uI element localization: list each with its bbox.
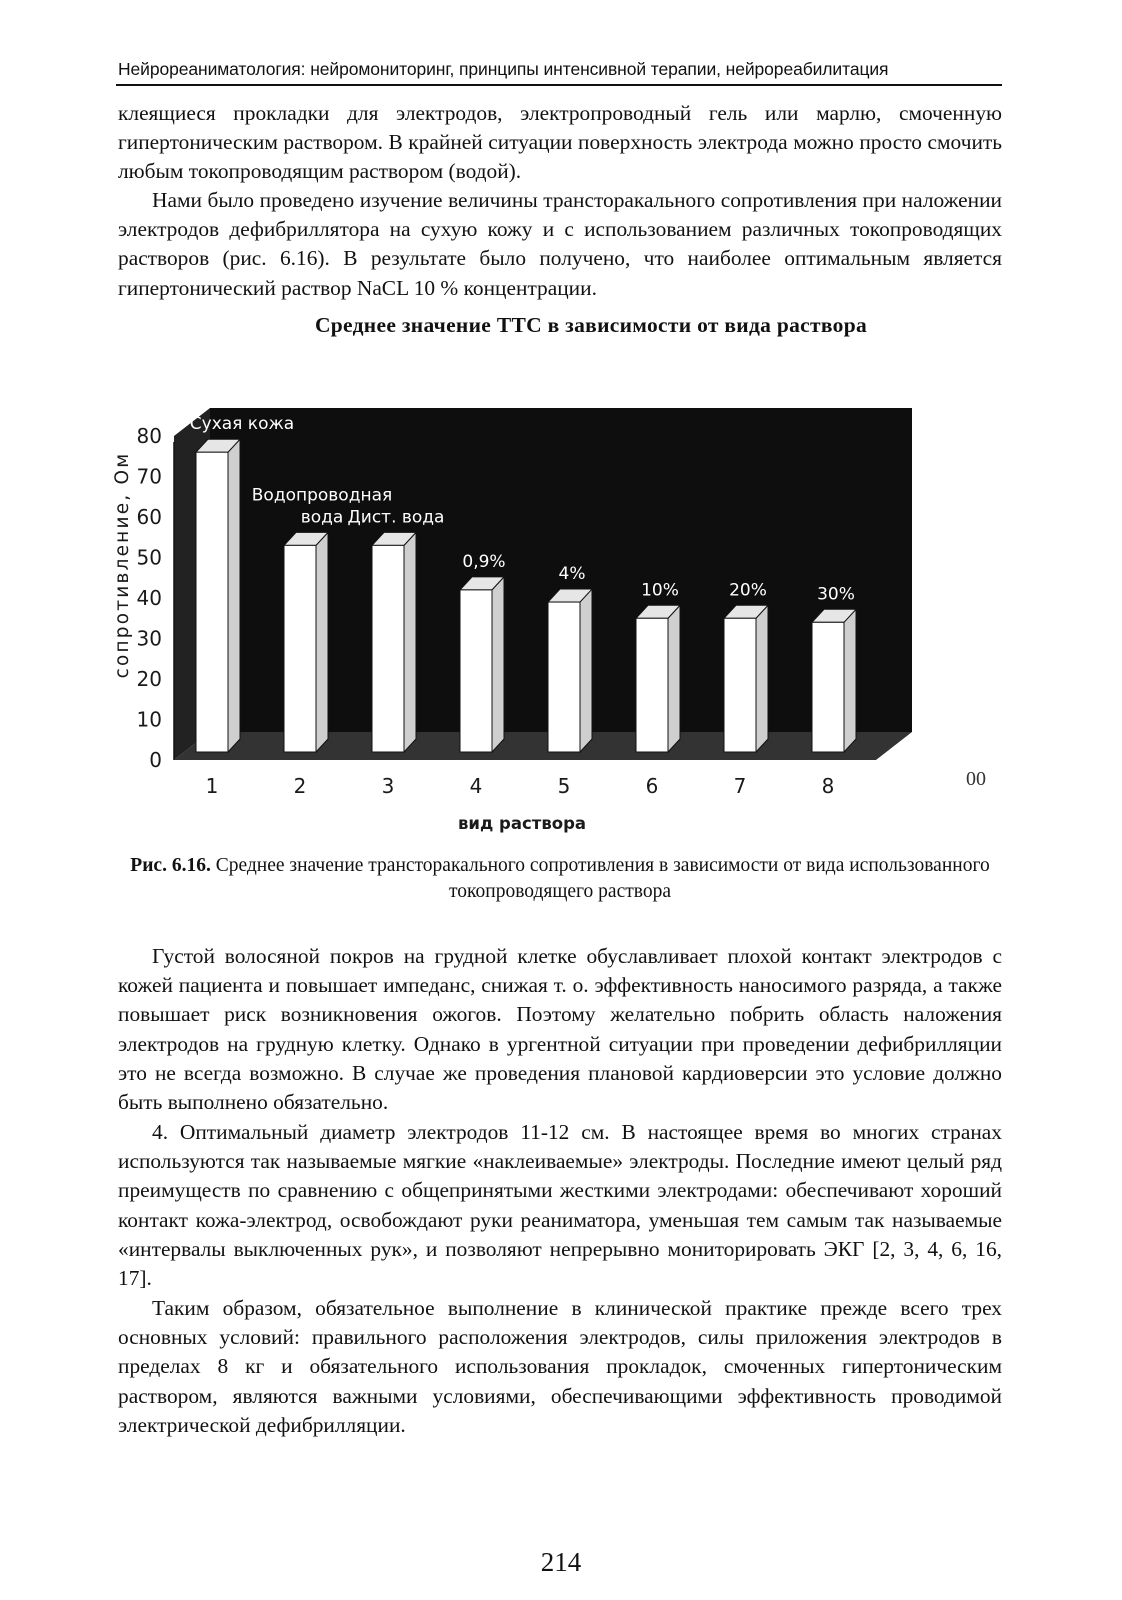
caption-label: Рис. 6.16. xyxy=(130,855,211,876)
stray-mark: 00 xyxy=(966,768,986,790)
bar xyxy=(284,545,316,752)
y-axis-title: сопротивление, Ом xyxy=(112,451,133,679)
y-tick-label: 20 xyxy=(136,667,162,691)
y-tick-label: 10 xyxy=(136,707,162,732)
x-tick-label: 5 xyxy=(557,774,571,798)
x-tick-label: 7 xyxy=(733,774,747,798)
paragraph-3: Густой волосяной покров на грудной клетке обуславливает плохой контакт электродов с кожей пациента и повышает импеданс, снижая т. о. эффективность наносимого разряда, а также повышает риск возникновения ожогов. Поэтому желательно побрить область наложения электродов на грудную клетку. Однако в ургентной ситуации при проведении дефибрилляции это не всегда возможно. В случае же проведения плановой кардиоверсии это условие должно быть выполнено обязательно. xyxy=(118,944,1002,1115)
y-tick-label: 30 xyxy=(136,626,162,651)
bar xyxy=(636,618,668,752)
paragraph-2: Нами было проведено изучение величины трансторакального сопротивления при наложении электродов дефибриллятора на сухую кожу и с использованием различных токопроводящих растворов (рис. 6.16). В результате было получено, что наиболее оптимальным является гипертонический раствор NaCL 10 % концентрации. xyxy=(118,188,1002,300)
x-axis-title: вид раствора xyxy=(457,814,587,833)
bar-data-label: 20% xyxy=(729,580,767,601)
y-tick-label: 70 xyxy=(136,464,162,489)
x-tick-label: 8 xyxy=(821,774,835,798)
page-number: 214 xyxy=(540,1547,582,1577)
x-tick-label: 1 xyxy=(205,774,219,798)
bar xyxy=(548,602,580,752)
y-tick-label: 0 xyxy=(149,748,162,772)
bar-data-label: Дист. вода xyxy=(347,507,445,528)
bar-data-label: Сухая кожа xyxy=(189,414,295,435)
bar-side xyxy=(844,609,856,752)
bar-side xyxy=(316,532,328,752)
caption-text: Среднее значение трансторакального сопротивления в зависимости от вида использованного токопроводящего раствора xyxy=(215,855,990,902)
bar-side xyxy=(756,605,768,752)
y-tick-label: 50 xyxy=(136,545,162,570)
bar xyxy=(196,452,228,752)
x-tick-label: 2 xyxy=(293,774,307,798)
bar-side xyxy=(492,577,504,752)
bar-data-label: 4% xyxy=(558,564,586,585)
y-tick-label: 60 xyxy=(136,505,162,529)
bar-data-label: вода xyxy=(300,507,344,528)
x-tick-label: 6 xyxy=(645,774,659,798)
bar-side xyxy=(580,589,592,752)
y-tick-label: 40 xyxy=(136,586,162,610)
y-tick-label: 80 xyxy=(136,424,162,448)
bar xyxy=(460,590,492,752)
bar xyxy=(724,618,756,752)
bar-data-label: 10% xyxy=(641,580,679,601)
paragraph-5: Таким образом, обязательное выполнение в клинической практике прежде всего трех основных условий: правильного расположения электродов, силы приложения электродов в пределах 8 кг и обязательного использования прокладок, смоченных гипертоническим раствором, являются важными условиями, обеспечивающими эффективность проводимой электрической дефибрилляции. xyxy=(118,1296,1002,1437)
figure-caption xyxy=(118,853,1002,905)
bar xyxy=(812,622,844,752)
bar-side xyxy=(404,532,416,752)
paragraph-4: 4. Оптимальный диаметр электродов 11-12 см. В настоящее время во многих странах используются так называемые мягкие «наклеиваемые» электроды. Последние имеют целый ряд преимуществ по сравнению с общепринятыми жесткими электродами: обеспечивают хороший контакт кожа-электрод, освобождают руки реаниматора, уменьшая тем самым так называемые «интервалы выключенных рук», и позволяют непрерывно мониторировать ЭКГ [2, 3, 4, 6, 16, 17]. xyxy=(118,1120,1002,1291)
paragraph-1: клеящиеся прокладки для электродов, электропроводный гель или марлю, смоченную гипертоническим раствором. В крайней ситуации поверхность электрода можно просто смочить любым токопроводящим раствором (водой). xyxy=(118,101,1002,184)
x-tick-label: 4 xyxy=(469,774,483,798)
chart-title: Среднее значение ТТС в зависимости от вида раствора xyxy=(314,313,868,337)
bar xyxy=(372,545,404,752)
running-header: Нейрореаниматология: нейромониторинг, принципы интенсивной терапии, нейрореабилитация xyxy=(118,59,889,79)
bar-side xyxy=(228,439,240,752)
x-tick-label: 3 xyxy=(381,774,395,798)
bar-data-label: 30% xyxy=(817,584,855,605)
bar-data-label: Водопроводная xyxy=(251,485,393,506)
bar-data-label: 0,9% xyxy=(462,551,506,572)
bar-side xyxy=(668,605,680,752)
